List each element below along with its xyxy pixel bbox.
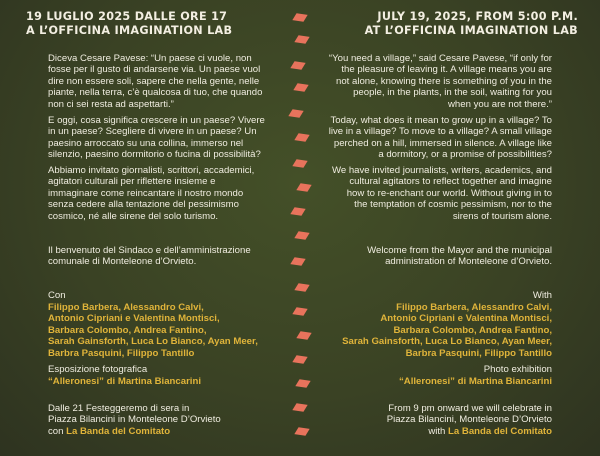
- header-date-it: 19 LUGLIO 2025 DALLE ORE 17: [26, 10, 228, 23]
- header-venue-en: AT L’OFFICINA IMAGINATION LAB: [364, 24, 578, 37]
- paragraph-welcome-it: Il benvenuto del Sindaco e dell’amministrazione comunale di Monteleone d’Orvieto.: [48, 245, 251, 268]
- header-venue-it: A L’OFFICINA IMAGINATION LAB: [26, 24, 233, 37]
- speakers-list-it: Filippo Barbera, Alessandro Calvi, Antonio Cipriani e Valentina Montisci, Barbara Colombo, Andrea Fantino, Sarah Gainsforth, Luca Lo Bianco, Ayan Meer, Barbra Pasquini, Filippo Tantillo: [48, 302, 258, 359]
- expo-title-en: “Alleronesi” di Martina Biancarini: [398, 376, 552, 387]
- paragraph-invite-en: We have invited journalists, writers, academics, and cultural agitators to reflect together and imagine how to re-enchant our world. Without giving in to the temptation of cosmic pessimism, nor to the sirens of tourism alone.: [331, 165, 552, 222]
- speakers-list-en: Filippo Barbera, Alessandro Calvi, Antonio Cipriani e Valentina Montisci, Barbara Colombo, Andrea Fantino, Sarah Gainsforth, Luca Lo Bianco, Ayan Meer, Barbra Pasquini, Filippo Tantillo: [342, 302, 552, 359]
- header-date-en: JULY 19, 2025, FROM 5:00 P.M.: [377, 10, 578, 23]
- evening-text-en: From 9 pm onward we will celebrate in Piazza Bilancini, Monteleone D’Orvieto with: [386, 403, 552, 437]
- header-english: [365, 10, 578, 38]
- band-name-it: La Banda del Comitato: [66, 425, 171, 437]
- evening-text-it: Dalle 21 Festeggeremo di sera in Piazza Bilancini in Monteleone D’Orvieto con: [48, 403, 221, 437]
- diamond-decoration: [292, 13, 307, 22]
- expo-label-en: Photo exhibition: [483, 364, 552, 375]
- con-label-en: With: [532, 290, 552, 301]
- expo-title-it: “Alleronesi” di Martina Biancarini: [48, 376, 202, 387]
- diamond-decoration: [292, 355, 307, 364]
- paragraph-invite-it: Abbiamo invitato giornalisti, scrittori, accademici, agitatori culturali per riflettere insieme e immaginare come reincantare il nostro mondo senza cedere alla tentazione del pessimismo cosmico, né alle sirene del solo turismo.: [48, 165, 255, 222]
- diamond-decoration: [294, 35, 309, 44]
- paragraph-question-it: E oggi, cosa significa crescere in un paese? Vivere in un paese? Scegliere di vivere in un paese? Un paesino arroccato su una collina, immerso nel silenzio, paesino dormitorio o fucina di possibilità?: [48, 115, 265, 161]
- paragraph-question-en: Today, what does it mean to grow up in a village? To live in a village? To move to a village? A small village perched on a hill, immersed in silence. A village like a dormitory, or a promise of possibilities?: [328, 115, 552, 161]
- paragraph-welcome-en: Welcome from the Mayor and the municipal administration of Monteleone d’Orvieto.: [367, 245, 552, 268]
- paragraph-quote-en: “You need a village,” said Cesare Pavese, “if only for the pleasure of leaving it. A village means you are not alone, knowing there is something of you in the people, in the plants, in the soil, waiting for you when you are not there.”: [328, 53, 552, 110]
- header-italian: [26, 10, 232, 38]
- diamond-decoration: [294, 231, 309, 240]
- paragraph-quote-it: Diceva Cesare Pavese: “Un paese ci vuole, non fosse per il gusto di andarsene via. Un paese vuol dire non essere soli, sapere che nella gente, nelle piante, nella terra, c’è qualcosa di tuo, che quando non ci sei resta ad aspettarti.”: [48, 53, 263, 110]
- con-label-it: Con: [48, 290, 66, 301]
- band-name-en: La Banda del Comitato: [448, 425, 552, 437]
- evening-info-it: [48, 403, 298, 437]
- evening-info-en: [302, 403, 552, 437]
- expo-label-it: Esposizione fotografica: [48, 364, 148, 375]
